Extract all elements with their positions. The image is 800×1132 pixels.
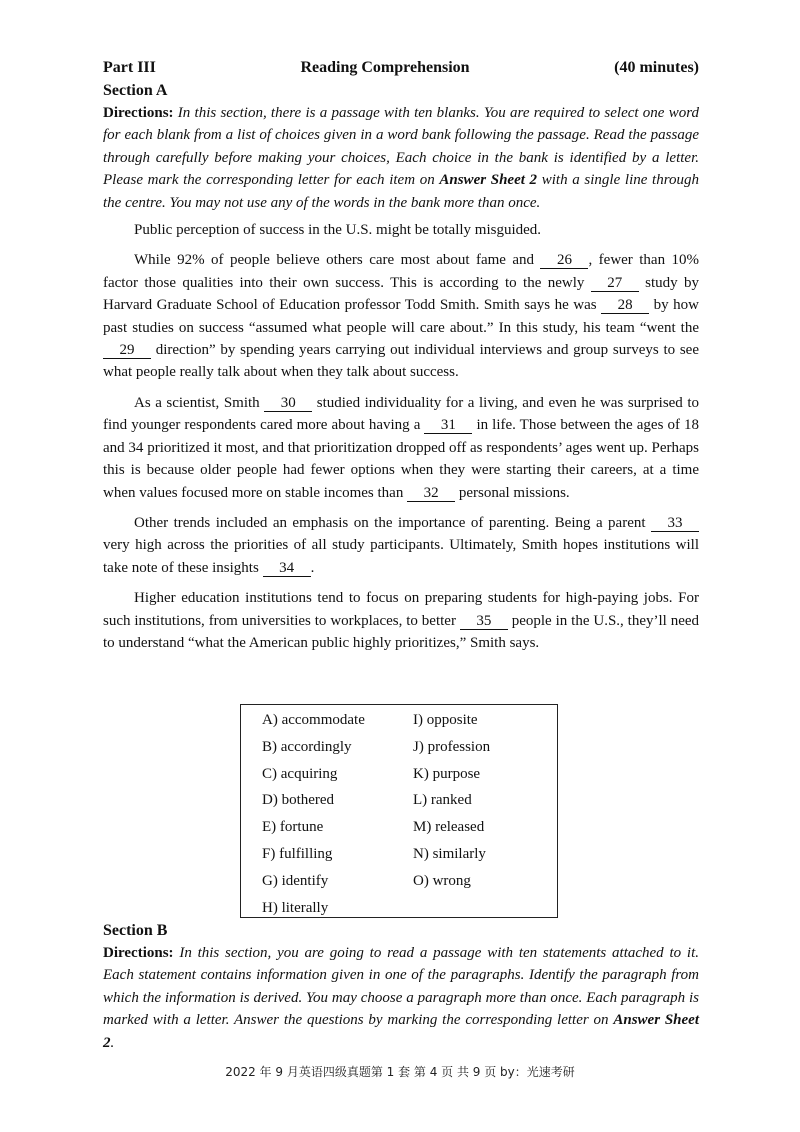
- section-b-directions: [103, 942, 699, 1054]
- directions-label: Directions:: [103, 945, 174, 961]
- word-bank: [240, 704, 558, 918]
- passage-paragraph-4: Other trends included an emphasis on the importance of parenting. Being a parent 33 very high across the priorities of all study participants. Ultimately, Smith hopes institutions will take note of these insights 34 .: [103, 514, 699, 576]
- word-option: N) similarly: [413, 845, 486, 862]
- time-limit: (40 minutes): [614, 59, 699, 76]
- word-bank-column-2: [413, 709, 490, 897]
- section-b-title: Section B: [103, 922, 168, 939]
- blank-26: 26: [540, 253, 588, 269]
- passage-paragraph-5: Higher education institutions tend to focus on preparing students for high-paying jobs. For such institutions, from universities to workplaces, to better 35 people in the U.S., they’ll need to understand “what the American public highly prioritizes,” Smith says.: [103, 590, 700, 651]
- word-option: I) opposite: [413, 712, 478, 728]
- word-bank-column-1: [262, 709, 365, 923]
- word-option: D) bothered: [262, 792, 335, 809]
- part-label: Part III: [103, 59, 156, 76]
- page-footer: 2022 年 9 月英语四级真题第 1 套 第 4 页 共 9 页 by：光速考研: [225, 1065, 575, 1079]
- blank-32: 32: [407, 486, 455, 502]
- directions-text: In this section, there is a passage with ten blanks. You are required to select one word for each blank from a list of choices given in a word bank following the passage. Read the passage through carefully before making your choices, Each choice in the bank is identified by a letter. Please mark the corresponding letter for each item on: [103, 105, 699, 189]
- blank-28: 28: [601, 298, 649, 314]
- word-option: B) accordingly: [262, 738, 352, 755]
- word-option: O) wrong: [413, 872, 471, 889]
- word-option: L) ranked: [413, 792, 472, 809]
- blank-34: 34: [263, 561, 311, 577]
- word-option: J) profession: [413, 738, 491, 755]
- passage-paragraph-2: While 92% of people believe others care most about fame and 26 , fewer than 10% factor those qualities into their own success. This is according to the newly 27 study by Harvard Graduate School of Education professor Todd Smith. Smith says he was 28 by how past studies on success “assumed what people will care about.” In this study, his team “went the 29 direction” by spending years carrying out individual interviews and group surveys to see what people really talk about when they talk about success.: [103, 252, 700, 381]
- directions-label: Directions:: [103, 105, 174, 121]
- directions-text-end: with a single line through the centre. You may not use any of the words in the bank more than once.: [103, 172, 700, 211]
- directions-end: .: [110, 1034, 115, 1051]
- word-option: A) accommodate: [262, 712, 365, 728]
- section-b: [103, 920, 699, 1054]
- passage-paragraph-3: As a scientist, Smith 30 studied individuality for a living, and even he was surprised to find younger respondents cared more about having a 31 in life. Those between the ages of 18 and 34 prioritized it most, and that prioritization dropped off as respondents’ ages went up. Perhaps this is because older people had fewer options when they were starting their careers, at a time when values focused more on stable incomes than 32 personal missions.: [103, 394, 700, 501]
- part-header: [103, 56, 699, 80]
- blank-31: 31: [424, 418, 472, 434]
- word-option: M) released: [413, 819, 485, 836]
- word-option: H) literally: [262, 899, 329, 916]
- directions-text: In this section, you are going to read a passage with ten statements attached to it. Each statement contains information given in one of the paragraphs. Identify the paragraph from which the information is derived. You may choose a paragraph more than once. Each paragraph is marked with a letter. Answer the questions by marking the corresponding letter on: [103, 945, 699, 1029]
- blank-33: 33: [651, 516, 699, 532]
- word-option: C) acquiring: [262, 765, 338, 782]
- blank-35: 35: [460, 614, 508, 630]
- blank-29: 29: [103, 343, 151, 359]
- section-a-directions: [103, 102, 699, 214]
- word-option: F) fulfilling: [262, 845, 333, 862]
- section-a-title: Section A: [103, 82, 168, 99]
- word-option: G) identify: [262, 872, 329, 889]
- answer-sheet-ref: Answer Sheet 2: [439, 172, 538, 189]
- passage-paragraph-1: Public perception of success in the U.S. might be totally misguided.: [134, 222, 542, 239]
- answer-sheet-ref: Answer Sheet 2: [103, 1012, 700, 1051]
- blank-27: 27: [591, 276, 639, 292]
- page-content: [103, 56, 700, 1051]
- blank-30: 30: [264, 396, 312, 412]
- word-option: K) purpose: [413, 765, 481, 782]
- part-title: Reading Comprehension: [300, 59, 470, 76]
- word-option: E) fortune: [262, 819, 324, 836]
